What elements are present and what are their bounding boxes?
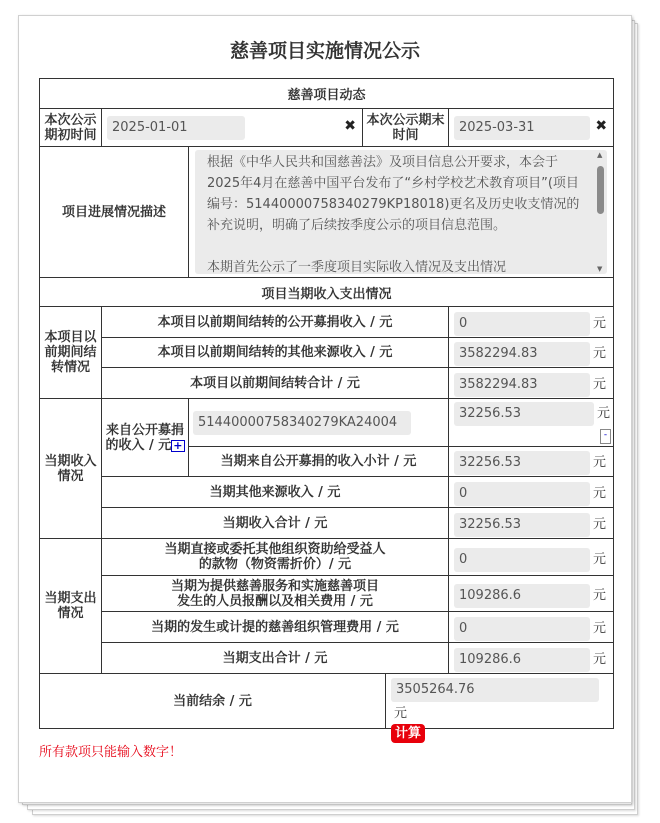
income-other-input[interactable]: 0	[454, 482, 590, 506]
expense-service-label-line2: 发生的人员报酬以及相关费用 / 元	[177, 593, 373, 609]
form-table	[39, 78, 614, 741]
remove-row-icon[interactable]: -	[600, 429, 611, 444]
income-public-amount-input[interactable]: 32256.53	[454, 402, 594, 426]
period-start-input[interactable]: 2025-01-01	[107, 116, 245, 140]
income-public-subtotal-input[interactable]: 32256.53	[454, 451, 590, 475]
balance-input[interactable]: 3505264.76	[391, 678, 599, 702]
prior-group-label: 本项目以前期间结转情况	[40, 307, 102, 399]
expense-service-input[interactable]: 109286.6	[454, 584, 590, 608]
income-public-sub-cell	[102, 399, 189, 477]
period-start-label: 本次公示期初时间	[40, 109, 102, 147]
income-total-input[interactable]: 32256.53	[454, 513, 590, 537]
unit-label: 元	[593, 551, 607, 567]
unit-label: 元	[593, 620, 607, 636]
page-title: 慈善项目实施情况公示	[229, 40, 420, 62]
expense-service-label-line1: 当期为提供慈善服务和实施慈善项目	[170, 578, 379, 594]
expense-direct-label-line1: 当期直接或委托其他组织资助给受益人	[164, 542, 386, 557]
calculate-button[interactable]: 计算	[391, 724, 425, 743]
progress-text: 根据《中华人民共和国慈善法》及项目信息公开要求，本会于2025年4月在慈善中国平台发布了“乡村学校艺术教育项目”(项目编号：51440000758340279KP18018)更名及历史收支情况的补充说明，明确了后续按季度公示的项目信息范围。 本期首先公示了一季度项目实际收入情况及支出情况	[207, 155, 580, 274]
progress-label: 项目进展情况描述	[40, 147, 189, 278]
expense-direct-label-line2: 的款物（物资需折价）/ 元	[198, 557, 352, 572]
expense-admin-input[interactable]: 0	[454, 617, 590, 641]
unit-label: 元	[593, 651, 607, 667]
clear-end-date-icon[interactable]: ✖	[595, 117, 608, 134]
scroll-thumb[interactable]	[597, 166, 604, 214]
expense-group-label: 当期支出情况	[40, 539, 102, 674]
income-public-sub-label: 来自公开募捐的收入 / 元	[105, 422, 184, 453]
prior-other-input[interactable]: 3582294.83	[454, 342, 590, 366]
expense-direct-input[interactable]: 0	[454, 548, 590, 572]
unit-label: 元	[593, 346, 607, 361]
unit-label: 元	[593, 376, 607, 392]
income-total-label: 当期收入合计 / 元	[102, 508, 449, 539]
progress-textarea[interactable]	[195, 150, 607, 274]
prior-total-label: 本项目以前期间结转合计 / 元	[102, 368, 449, 399]
income-public-subtotal-label: 当期来自公开募捐的收入小计 / 元	[189, 447, 449, 477]
expense-direct-label	[102, 539, 449, 576]
section-header-income-expense: 项目当期收入支出情况	[40, 278, 614, 307]
expense-admin-label: 当期的发生或计提的慈善组织管理费用 / 元	[102, 612, 449, 643]
period-end-label: 本次公示期末时间	[363, 109, 449, 147]
scroll-down-icon[interactable]: ▼	[597, 265, 603, 273]
unit-label: 元	[593, 485, 607, 501]
numeric-only-note: 所有款项只能输入数字！	[39, 745, 183, 760]
prior-public-input[interactable]: 0	[454, 312, 590, 336]
expense-total-input[interactable]: 109286.6	[454, 648, 590, 672]
income-group-label: 当期收入情况	[40, 399, 102, 539]
unit-label: 元	[593, 588, 607, 603]
unit-label: 元	[593, 455, 607, 470]
income-public-code-input[interactable]: 51440000758340279KA24004	[193, 411, 411, 435]
progress-scrollbar[interactable]	[594, 150, 607, 274]
prior-public-label: 本项目以前期间结转的公开募捐收入 / 元	[102, 307, 449, 338]
prior-other-label: 本项目以前期间结转的其他来源收入 / 元	[102, 338, 449, 368]
unit-label: 元	[597, 405, 611, 421]
income-other-label: 当期其他来源收入 / 元	[102, 477, 449, 508]
section-header-dynamics: 慈善项目动态	[40, 79, 614, 109]
unit-label: 元	[394, 705, 408, 721]
prior-total-input[interactable]: 3582294.83	[454, 373, 590, 397]
scroll-up-icon[interactable]: ▲	[597, 151, 603, 159]
balance-label: 当前结余 / 元	[40, 674, 386, 729]
unit-label: 元	[593, 315, 607, 331]
clear-start-date-icon[interactable]: ✖	[344, 117, 356, 134]
form-sheet	[18, 15, 632, 803]
period-end-input[interactable]: 2025-03-31	[454, 116, 590, 140]
add-row-icon[interactable]: +	[173, 438, 183, 452]
unit-label: 元	[593, 516, 607, 532]
expense-service-label	[102, 576, 449, 612]
expense-total-label: 当期支出合计 / 元	[102, 643, 449, 674]
